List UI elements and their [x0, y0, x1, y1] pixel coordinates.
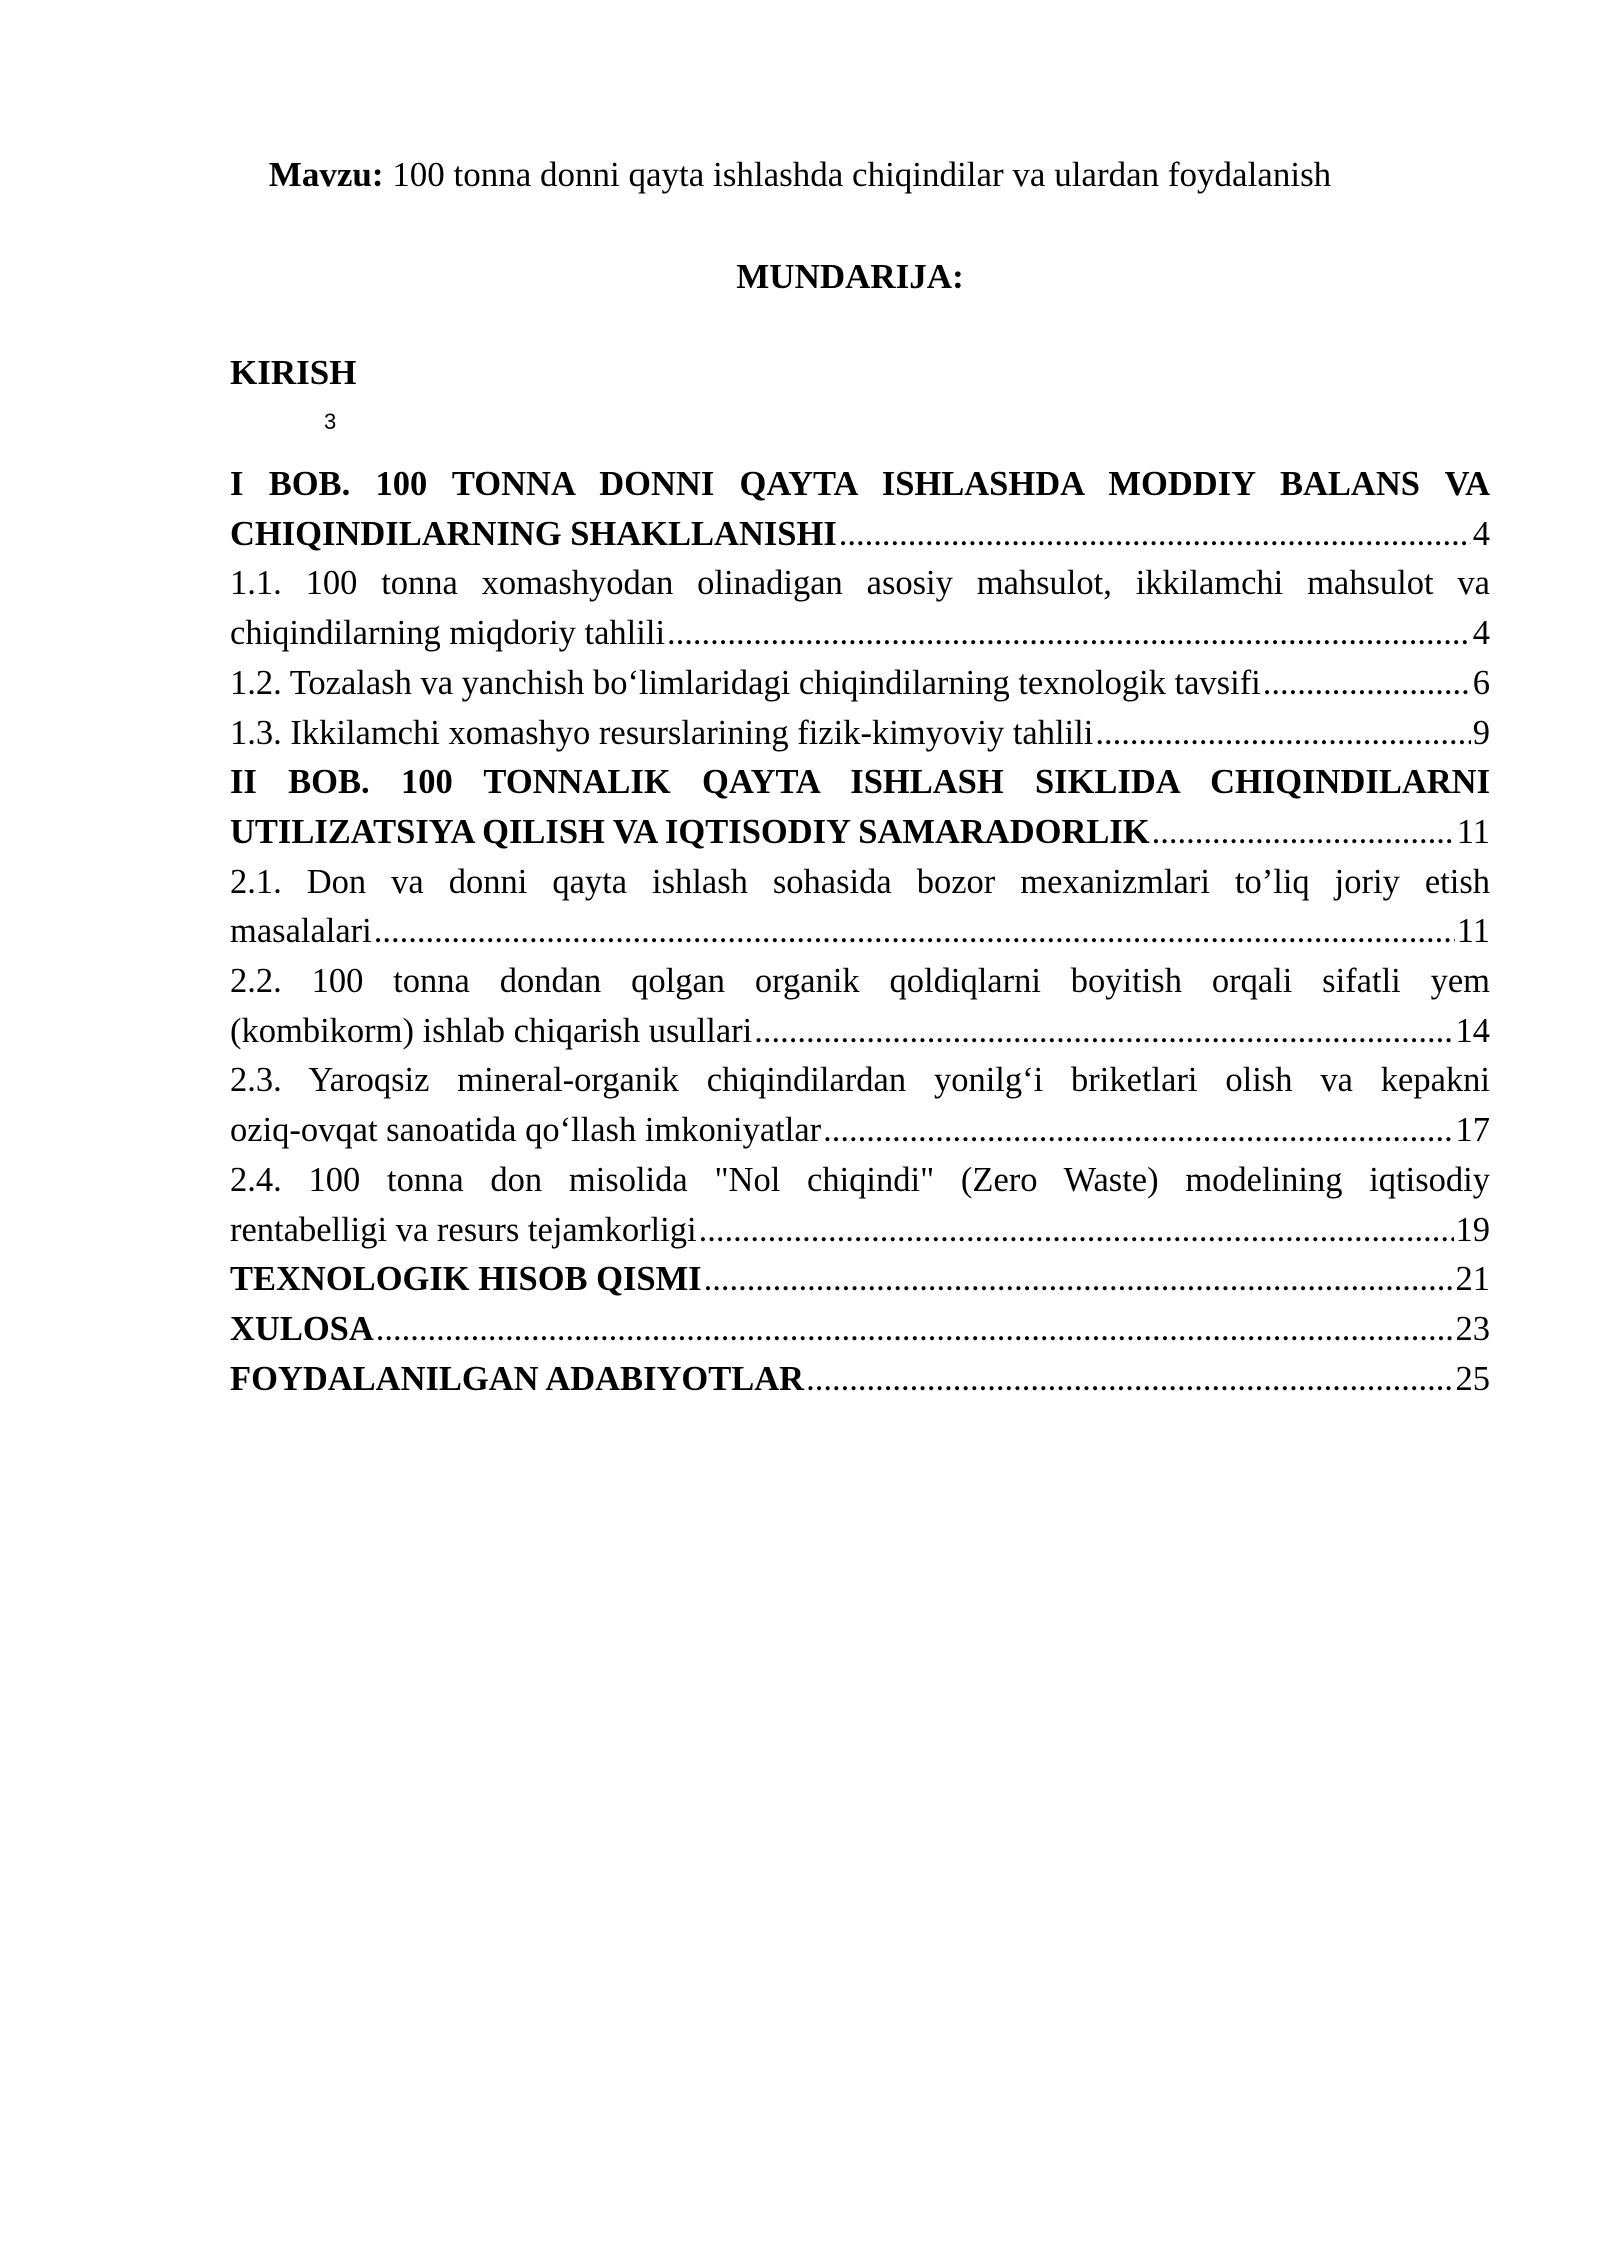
subject-line	[0, 150, 1600, 200]
toc-entry-title-line1: 2.3. Yaroqsiz mineral-organik chiqindilardan yonilg‘i briketlari olish va kepakni	[230, 1061, 1490, 1100]
toc-entry-last-line	[230, 1305, 1490, 1355]
toc-dot-leader	[806, 1355, 1453, 1405]
toc-dot-leader	[1095, 709, 1470, 759]
toc-entry-title-line1: II BOB. 100 TONNALIK QAYTA ISHLASH SIKLIDA CHIQINDILARNI	[230, 763, 1490, 802]
toc-entry-last-line	[230, 808, 1490, 858]
intro-page-number: 3	[324, 409, 337, 434]
toc-entry-2-4[interactable]	[230, 1156, 1490, 1255]
toc-page-number: 4	[1472, 614, 1490, 653]
toc-entry-title-line2: XULOSA	[230, 1309, 374, 1348]
toc-entry-title-line2: masalalari	[230, 912, 372, 951]
toc-page-number: 21	[1455, 1260, 1490, 1299]
toc-entry-1-3[interactable]	[230, 709, 1490, 759]
toc-page-number: 14	[1455, 1011, 1490, 1050]
toc-page-number: 6	[1472, 663, 1490, 702]
table-of-contents	[230, 460, 1490, 1404]
toc-dot-leader	[374, 907, 1455, 957]
toc-heading: MUNDARIJA:	[736, 257, 964, 296]
toc-entry-last-line	[230, 1355, 1490, 1405]
intro-label: KIRISH	[230, 353, 357, 392]
toc-entry-last-line	[230, 659, 1490, 709]
toc-dot-leader	[667, 609, 1471, 659]
toc-entry-title-line1: 2.2. 100 tonna dondan qolgan organik qoldiqlarni boyitish orqali sifatli yem	[230, 962, 1490, 1001]
toc-entry-last-line	[230, 1255, 1490, 1305]
toc-entry-title-line2: chiqindilarning miqdoriy tahlili	[230, 614, 666, 653]
toc-page-number: 4	[1472, 514, 1490, 553]
toc-entry-chapter-1[interactable]	[230, 460, 1490, 559]
toc-entry-2-3[interactable]	[230, 1056, 1490, 1155]
toc-dot-leader	[376, 1305, 1454, 1355]
toc-entry-title-line1: I BOB. 100 TONNA DONNI QAYTA ISHLASHDA MODDIY BALANS VA	[230, 465, 1490, 503]
toc-entry-chapter-2[interactable]	[230, 758, 1490, 857]
toc-dot-leader	[1152, 808, 1455, 858]
toc-entry-title-line2: 1.3. Ikkilamchi xomashyo resurslarining fizik-kimyoviy tahlili	[230, 713, 1094, 752]
toc-entry-title-line1: 2.4. 100 tonna don misolida "Nol chiqindi" (Zero Waste) modelining iqtisodiy	[230, 1160, 1490, 1199]
toc-entry-title-line2: UTILIZATSIYA QILISH VA IQTISODIY SAMARADORLIK	[230, 812, 1150, 851]
toc-page-number: 11	[1456, 812, 1490, 851]
toc-entry-title-line2: CHIQINDILARNING SHAKLLANISHI	[230, 514, 837, 553]
toc-entry-last-line	[230, 709, 1490, 759]
subject-text: 100 tonna donni qayta ishlashda chiqindilar va ulardan foydalanish	[383, 155, 1332, 194]
toc-dot-leader	[754, 1007, 1453, 1057]
toc-entry-last-line	[230, 510, 1490, 560]
toc-entry-title-line2: oziq-ovqat sanoatida qo‘llash imkoniyatlar	[230, 1111, 822, 1150]
toc-entry-title-line2: (kombikorm) ishlab chiqarish usullari	[230, 1011, 753, 1050]
toc-entry-2-2[interactable]	[230, 957, 1490, 1056]
toc-entry-last-line	[230, 1206, 1490, 1256]
toc-entry-references[interactable]	[230, 1355, 1490, 1405]
toc-dot-leader	[823, 1106, 1453, 1156]
subject-label: Mavzu:	[268, 155, 384, 194]
toc-page-number: 23	[1455, 1309, 1490, 1348]
toc-page-number: 9	[1472, 713, 1490, 752]
toc-dot-leader	[704, 1255, 1454, 1305]
toc-page-number: 17	[1455, 1111, 1490, 1150]
toc-entry-technological-calculation[interactable]	[230, 1255, 1490, 1305]
toc-entry-last-line	[230, 907, 1490, 957]
toc-entry-title-line2: 1.2. Tozalash va yanchish bo‘limlaridagi chiqindilarning texnologik tavsifi	[230, 663, 1261, 702]
toc-entry-last-line	[230, 1106, 1490, 1156]
toc-entry-title-line1: 2.1. Don va donni qayta ishlash sohasida bozor mexanizmlari to’liq joriy etish	[230, 862, 1490, 901]
toc-entry-title-line2: rentabelligi va resurs tejamkorligi	[230, 1210, 697, 1249]
toc-page-number: 11	[1456, 912, 1490, 951]
toc-entry-2-1[interactable]	[230, 858, 1490, 957]
toc-page-number: 19	[1455, 1210, 1490, 1249]
toc-entry-title-line2: FOYDALANILGAN ADABIYOTLAR	[230, 1359, 805, 1398]
toc-entry-title-line2: TEXNOLOGIK HISOB QISMI	[230, 1260, 702, 1299]
toc-dot-leader	[699, 1206, 1454, 1256]
toc-page-number: 25	[1455, 1359, 1490, 1398]
toc-entry-title-line1: 1.1. 100 tonna xomashyodan olinadigan asosiy mahsulot, ikkilamchi mahsulot va	[230, 564, 1490, 603]
toc-dot-leader	[839, 510, 1471, 560]
toc-entry-1-2[interactable]	[230, 659, 1490, 709]
toc-entry-last-line	[230, 609, 1490, 659]
toc-entry-1-1[interactable]	[230, 559, 1490, 658]
toc-dot-leader	[1263, 659, 1471, 709]
toc-entry-last-line	[230, 1007, 1490, 1057]
toc-entry-conclusion[interactable]	[230, 1305, 1490, 1355]
